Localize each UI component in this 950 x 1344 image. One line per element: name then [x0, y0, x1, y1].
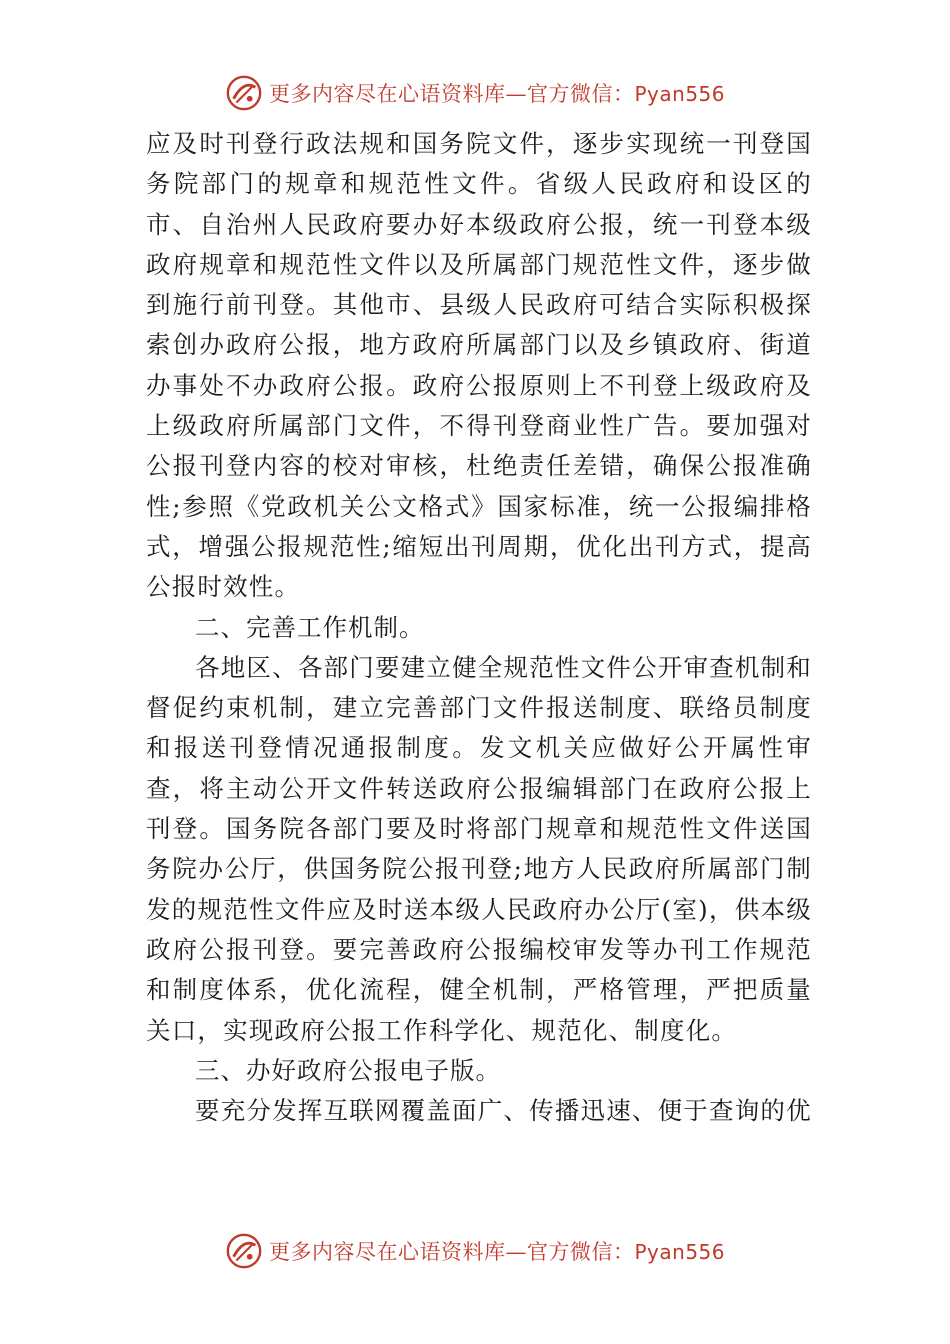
- header-banner: [0, 70, 950, 116]
- section-heading-3: 三、办好政府公报电子版。: [195, 1055, 501, 1085]
- footer-banner: [0, 1228, 950, 1274]
- paragraph-2: 各地区、各部门要建立健全规范性文件公开审查机制和督促约束机制，建立完善部门文件报送制度、联络员制度和报送刊登情况通报制度。发文机关应做好公开属性审查，将主动公开文件转送政府公报编辑部门在政府公报上刊登。国务院各部门要及时将部门规章和规范性文件送国务院办公厅，供国务院公报刊登;地方人民政府所属部门制发的规范性文件应及时送本级人民政府办公厅(室)，供本级政府公报刊登。要完善政府公报编校审发等办刊工作规范和制度体系，优化流程，健全机制，严格管理，严把质量关口，实现政府公报工作科学化、规范化、制度化。: [146, 652, 812, 1045]
- seal-logo-icon: [225, 1232, 263, 1270]
- seal-logo-icon: [225, 74, 263, 112]
- header-banner-text: 更多内容尽在心语资料库—官方微信：Pyan556: [268, 82, 725, 106]
- footer-banner-text: 更多内容尽在心语资料库—官方微信：Pyan556: [268, 1240, 725, 1264]
- paragraph-3: 要充分发挥互联网覆盖面广、传播迅速、便于查询的优: [195, 1096, 812, 1126]
- section-heading-2: 二、完善工作机制。: [195, 612, 425, 642]
- document-body: [146, 124, 812, 1131]
- paragraph-1: 应及时刊登行政法规和国务院文件，逐步实现统一刊登国务院部门的规章和规范性文件。省级人民政府和设区的市、自治州人民政府要办好本级政府公报，统一刊登本级政府规章和规范性文件以及所属部门规范性文件，逐步做到施行前刊登。其他市、县级人民政府可结合实际积极探索创办政府公报，地方政府所属部门以及乡镇政府、街道办事处不办政府公报。政府公报原则上不刊登上级政府及上级政府所属部门文件，不得刊登商业性广告。要加强对公报刊登内容的校对审核，杜绝责任差错，确保公报准确性;参照《党政机关公文格式》国家标准，统一公报编排格式，增强公报规范性;缩短出刊周期，优化出刊方式，提高公报时效性。: [146, 129, 812, 602]
